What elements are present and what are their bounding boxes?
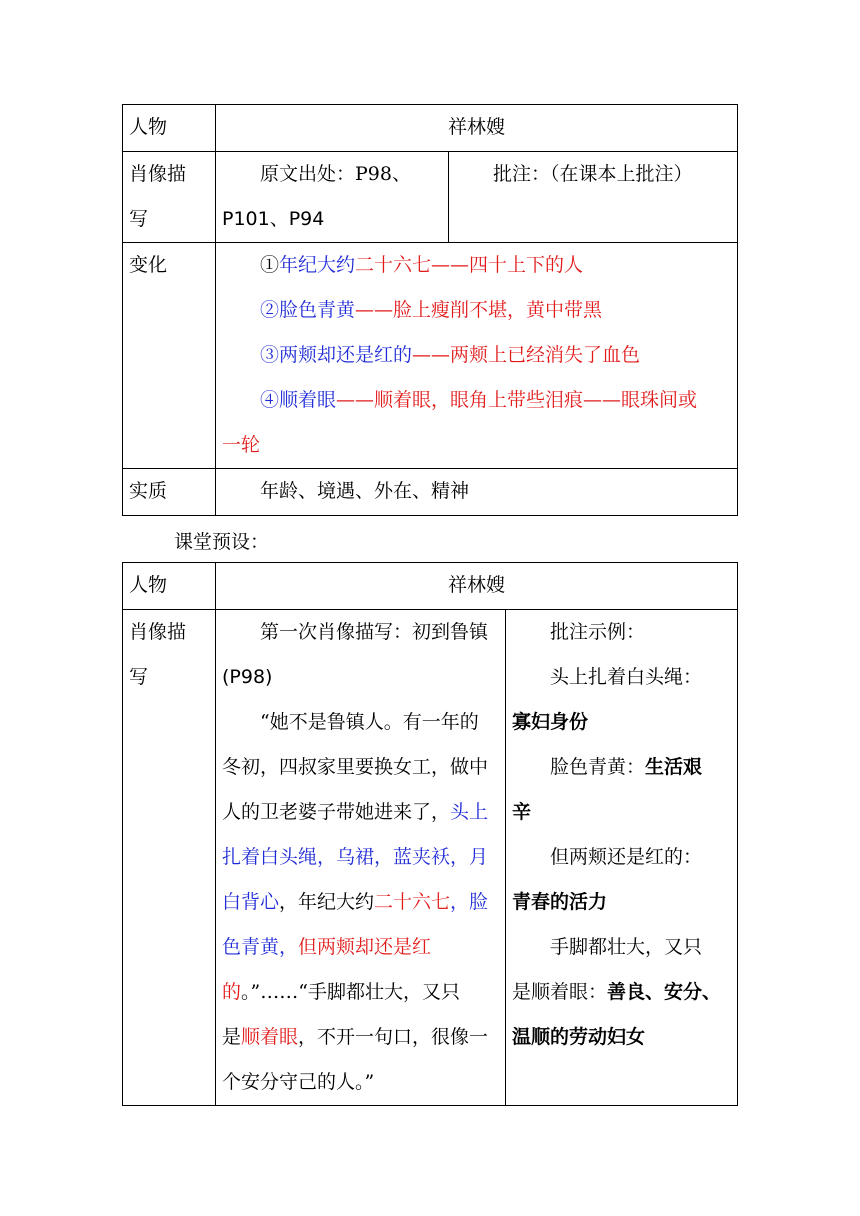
change-item-4-cont: 一轮 bbox=[222, 434, 261, 456]
quote-line-8: 是顺着眼，不开一句口，很像一 bbox=[222, 1026, 489, 1048]
cell-note bbox=[449, 152, 738, 243]
annotation-1b: 寡妇身份 bbox=[512, 711, 589, 733]
quote-line-3: 人的卫老婆子带她进来了，头上 bbox=[222, 801, 489, 823]
source-line-a: 原文出处：P98、 bbox=[260, 163, 411, 185]
annotation-4a: 手脚都壮大，又只 bbox=[550, 936, 703, 958]
person-name: 祥林嫂 bbox=[447, 116, 505, 138]
annotation-4b: 是顺着眼：善良、安分、 bbox=[512, 981, 722, 1003]
quote-line-9: 个安分守己的人。” bbox=[222, 1071, 375, 1093]
change-item-2: ②脸色青黄——脸上瘦削不堪，黄中带黑 bbox=[260, 299, 603, 321]
annotation-1a: 头上扎着白头绳： bbox=[550, 666, 703, 688]
quote-line-5: 白背心，年纪大约二十六七，脸 bbox=[222, 891, 489, 913]
cell-label-person bbox=[123, 105, 216, 152]
quote-line-4: 扎着白头绳，乌裙，蓝夹袄，月 bbox=[222, 846, 489, 868]
annotation-4d: 温顺的劳动妇女 bbox=[512, 1026, 646, 1048]
cell-label-person-2 bbox=[123, 563, 216, 610]
annotation-2a: 脸色青黄：生活艰 bbox=[550, 756, 703, 778]
change-item-3: ③两颊却还是红的——两颊上已经消失了血色 bbox=[260, 344, 641, 366]
cell-changes bbox=[216, 243, 738, 469]
cell-person-name-2 bbox=[216, 563, 738, 610]
section-heading: 课堂预设： bbox=[174, 531, 270, 553]
cell-quote bbox=[216, 610, 506, 1106]
essence-text: 年龄、境遇、外在、精神 bbox=[260, 480, 470, 502]
label-person-2: 人物 bbox=[129, 574, 168, 596]
label-portrait-2a: 肖像描 bbox=[129, 621, 187, 643]
cell-label-change bbox=[123, 243, 216, 469]
source-line-b: P101、P94 bbox=[222, 208, 325, 230]
cell-label-portrait bbox=[123, 152, 216, 243]
label-portrait-b: 写 bbox=[129, 208, 149, 230]
cell-person-name bbox=[216, 105, 738, 152]
quote-heading: 第一次肖像描写：初到鲁镇 bbox=[260, 621, 489, 643]
label-portrait-2b: 写 bbox=[129, 666, 149, 688]
cell-source bbox=[216, 152, 449, 243]
cell-label-portrait-2 bbox=[123, 610, 216, 1106]
label-portrait-a: 肖像描 bbox=[129, 163, 187, 185]
person-name-2: 祥林嫂 bbox=[447, 574, 505, 596]
quote-line-7: 的。”……“手脚都壮大，又只 bbox=[222, 981, 460, 1003]
cell-essence bbox=[216, 469, 738, 516]
table-xianglin-summary bbox=[122, 104, 738, 516]
annotation-3b: 青春的活力 bbox=[512, 891, 608, 913]
label-person: 人物 bbox=[129, 116, 168, 138]
cell-annotations bbox=[506, 610, 738, 1106]
table-class-preset bbox=[122, 562, 738, 1106]
annotation-2c: 辛 bbox=[512, 801, 532, 823]
label-change: 变化 bbox=[129, 254, 168, 276]
change-item-4: ④顺着眼——顺着眼，眼角上带些泪痕——眼珠间或 bbox=[260, 389, 698, 411]
change-item-1: ①年纪大约二十六七——四十上下的人 bbox=[260, 254, 584, 276]
quote-page: (P98) bbox=[222, 666, 273, 688]
cell-label-essence bbox=[123, 469, 216, 516]
label-essence: 实质 bbox=[129, 480, 168, 502]
annotations-title: 批注示例： bbox=[550, 621, 646, 643]
quote-line-1: “她不是鲁镇人。有一年的 bbox=[260, 711, 479, 733]
quote-line-6: 色青黄，但两颊却还是红 bbox=[222, 936, 432, 958]
note-text: 批注：（在课本上批注） bbox=[493, 163, 693, 185]
quote-line-2: 冬初，四叔家里要换女工，做中 bbox=[222, 756, 489, 778]
annotation-3a: 但两颊还是红的： bbox=[550, 846, 703, 868]
